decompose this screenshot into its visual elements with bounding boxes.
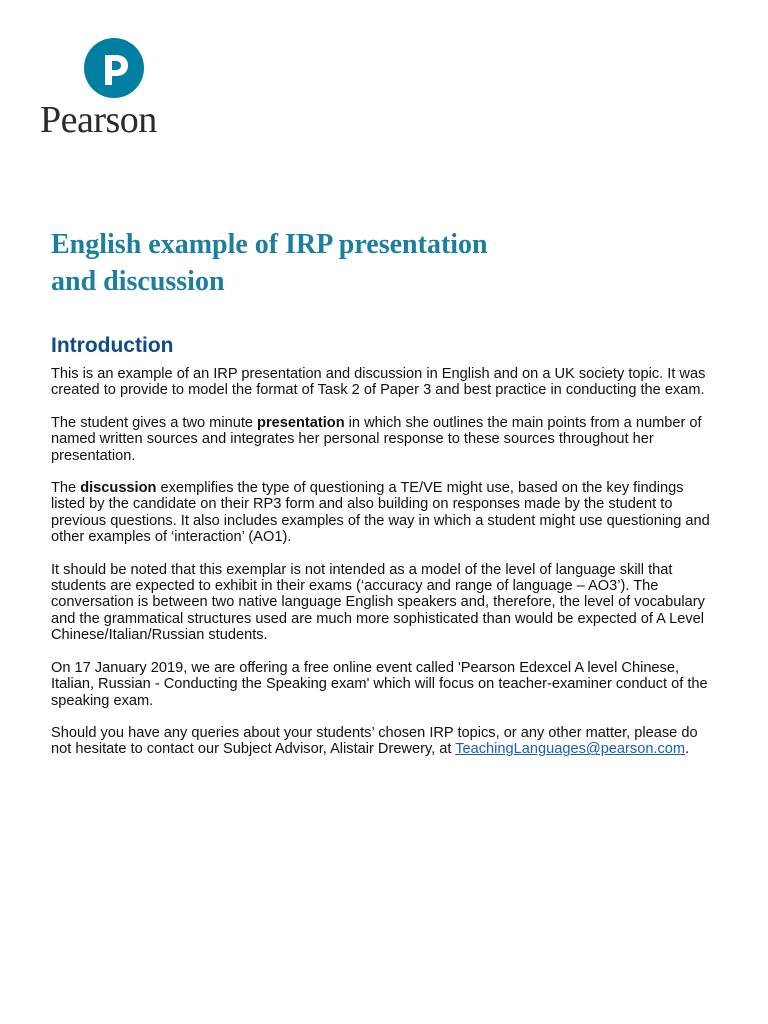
introduction-heading: Introduction	[51, 334, 174, 357]
contact-email-link[interactable]: TeachingLanguages@pearson.com	[455, 741, 686, 758]
paragraph-2-before: The student gives a two minute	[51, 414, 258, 431]
paragraph-5: On 17 January 2019, we are offering a free online event called 'Pearson Edexcel A level Chinese, Italian, Russian - Conducting the Speaking exam' which will focus on teacher-examiner conduct of the speaking exam.	[51, 659, 708, 709]
document-title-line-1: English example of IRP presentation	[51, 229, 488, 260]
pearson-p-logo-icon	[84, 38, 144, 98]
paragraph-1: This is an example of an IRP presentation and discussion in English and on a UK society topic. It was created to provide to model the format of Task 2 of Paper 3 and best practice in conducting the exam.	[51, 366, 706, 399]
paragraph-3-after: exemplifies the type of questioning a TE/VE might use, based on the key findings listed by the candidate on their RP3 form and also building on responses made by the student to previous questions. It also includes examples of the way in which a student might use questioning and other examples of ‘interaction’ (AO1).	[51, 480, 710, 546]
paragraph-3-before: The	[51, 480, 81, 497]
paragraph-2-after: in which she outlines the main points from a number of named written sources and integrates her personal response to these sources throughout her presentation.	[51, 414, 702, 464]
paragraph-3	[51, 480, 721, 546]
document-title	[51, 226, 711, 300]
paragraph-6-end: .	[685, 741, 690, 758]
paragraph-4: It should be noted that this exemplar is not intended as a model of the level of language skill that students are expected to exhibit in their exams (‘accuracy and range of language – AO3’). The conversation is between two native language English speakers and, therefore, the level of vocabulary and the grammatical structures used are much more sophisticated than would be expected of A Level Chinese/Italian/Russian students.	[51, 561, 705, 644]
presentation-term: presentation	[257, 414, 345, 431]
discussion-term: discussion	[80, 480, 157, 497]
pearson-wordmark: Pearson	[40, 99, 157, 141]
paragraph-6	[51, 725, 721, 758]
pearson-logo	[40, 38, 190, 141]
document-title-line-2: and discussion	[51, 266, 225, 297]
introduction-body	[51, 366, 721, 774]
paragraph-6-text: Should you have any queries about your students’ chosen IRP topics, or any other matter, please do not hesitate to contact our Subject Advisor, Alistair Drewery, at	[51, 724, 698, 758]
paragraph-2	[51, 415, 721, 464]
